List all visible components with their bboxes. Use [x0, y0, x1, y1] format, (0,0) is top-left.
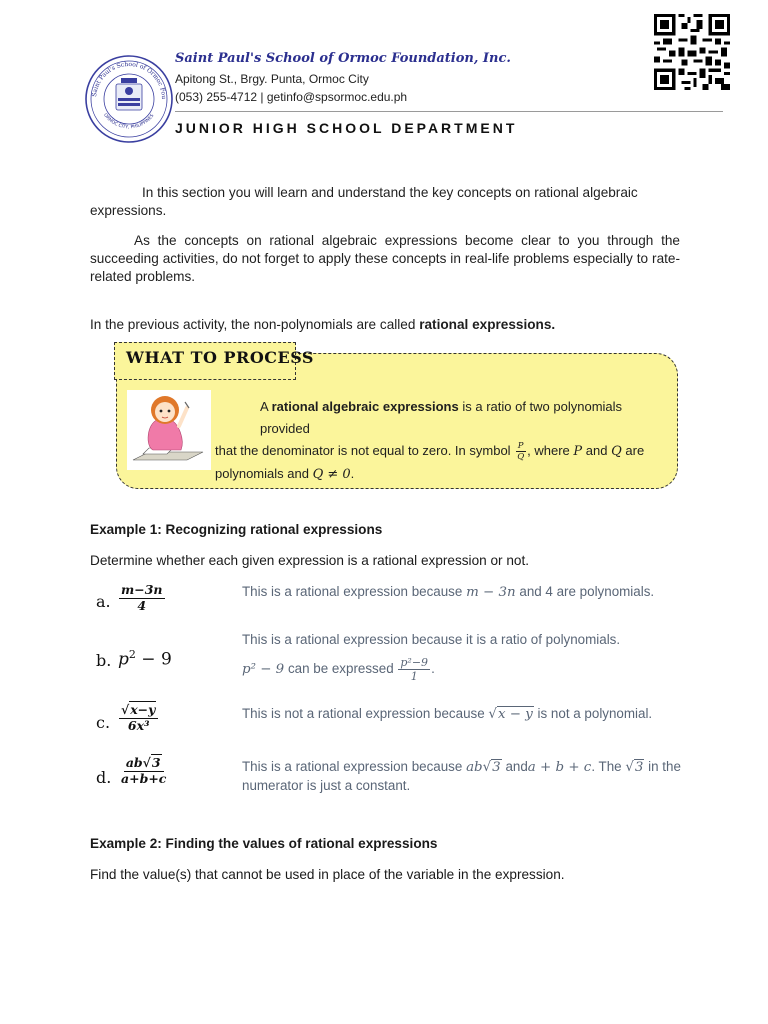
condition-q-not-zero: Q ≠ 0 [312, 467, 351, 482]
item-b-explanation-line2: p² − 9 can be expressed $\frac{\text{p²−9}}{1}$ . [242, 655, 435, 683]
seal-bottom-text: ORMOC CITY, PHILIPPINES [102, 112, 156, 131]
header-divider [175, 111, 723, 112]
item-c-expression: $\frac{√x-y}{\text{6x³}}$ [119, 704, 158, 732]
item-d-expression: $\frac{ab√3}{a+b+c}$ [121, 755, 167, 786]
item-d-explanation: This is a rational expression because ab√3 anda + b + c. The √3 in the numerator is just a constant. [242, 759, 681, 793]
item-a-label: a. [96, 592, 111, 611]
item-d-label: d. [96, 768, 112, 787]
rational-expression-definition: A rational algebraic expressions is a ratio of two polynomials provided that the denominator is not equal to zero. In symbol $\frac{P}{Q}$ , where P and Q are polynomials and Q ≠ 0. [215, 399, 645, 482]
intro-paragraph-2: As the concepts on rational algebraic expressions become clear to you through the succeeding activities, do not forget to apply these concepts in real-life problems especially to rate-related problems. [90, 233, 680, 284]
seal-ring-text: Saint Paul's School of Ormoc Fou [91, 60, 168, 100]
department-title: JUNIOR HIGH SCHOOL DEPARTMENT [175, 120, 518, 136]
item-a-expression: $\frac{m-3n}{4}$ [121, 582, 163, 613]
item-b-label: b. [96, 651, 112, 670]
item-c-explanation: This is not a rational expression because √x − y is not a polynomial. [242, 706, 653, 722]
p-over-q-fraction: $\frac{P}{Q}$ [517, 440, 525, 463]
school-name: Saint Paul's School of Ormoc Foundation, Inc. [175, 51, 511, 66]
what-to-process-title: WHAT TO PROCESS [126, 348, 314, 367]
school-contact: (053) 255-4712 | getinfo@spsormoc.edu.ph [175, 90, 408, 104]
school-address: Apitong St., Brgy. Punta, Ormoc City [175, 72, 369, 86]
school-seal-logo [84, 54, 174, 144]
item-a-explanation: This is a rational expression because m − 3n and 4 are polynomials. [242, 584, 655, 600]
example-2-instruction: Find the value(s) that cannot be used in place of the variable in the expression. [90, 867, 565, 882]
item-c-label: c. [96, 713, 111, 732]
intro-paragraph-3: In the previous activity, the non-polynomials are called rational expressions. [90, 317, 556, 332]
girl-reading-illustration [127, 390, 211, 470]
item-b-expression: $p^2 - 9$ [118, 648, 172, 670]
term-rational-algebraic-expressions: rational algebraic expressions [271, 399, 459, 414]
example-2-heading: Example 2: Finding the values of rational expressions [90, 836, 438, 851]
example-1-instruction: Determine whether each given expression is a rational expression or not. [90, 553, 530, 568]
item-b-explanation-line1: This is a rational expression because it is a ratio of polynomials. [242, 632, 621, 647]
example-1-heading: Example 1: Recognizing rational expressions [90, 522, 383, 537]
intro-paragraph-1: In this section you will learn and understand the key concepts on rational algebraic expressions. [90, 185, 638, 218]
term-rational-expressions: rational expressions. [419, 317, 556, 332]
qr-code [654, 14, 730, 90]
item-b-fraction: $\frac{\text{p²−9}}{1}$ [400, 655, 429, 683]
